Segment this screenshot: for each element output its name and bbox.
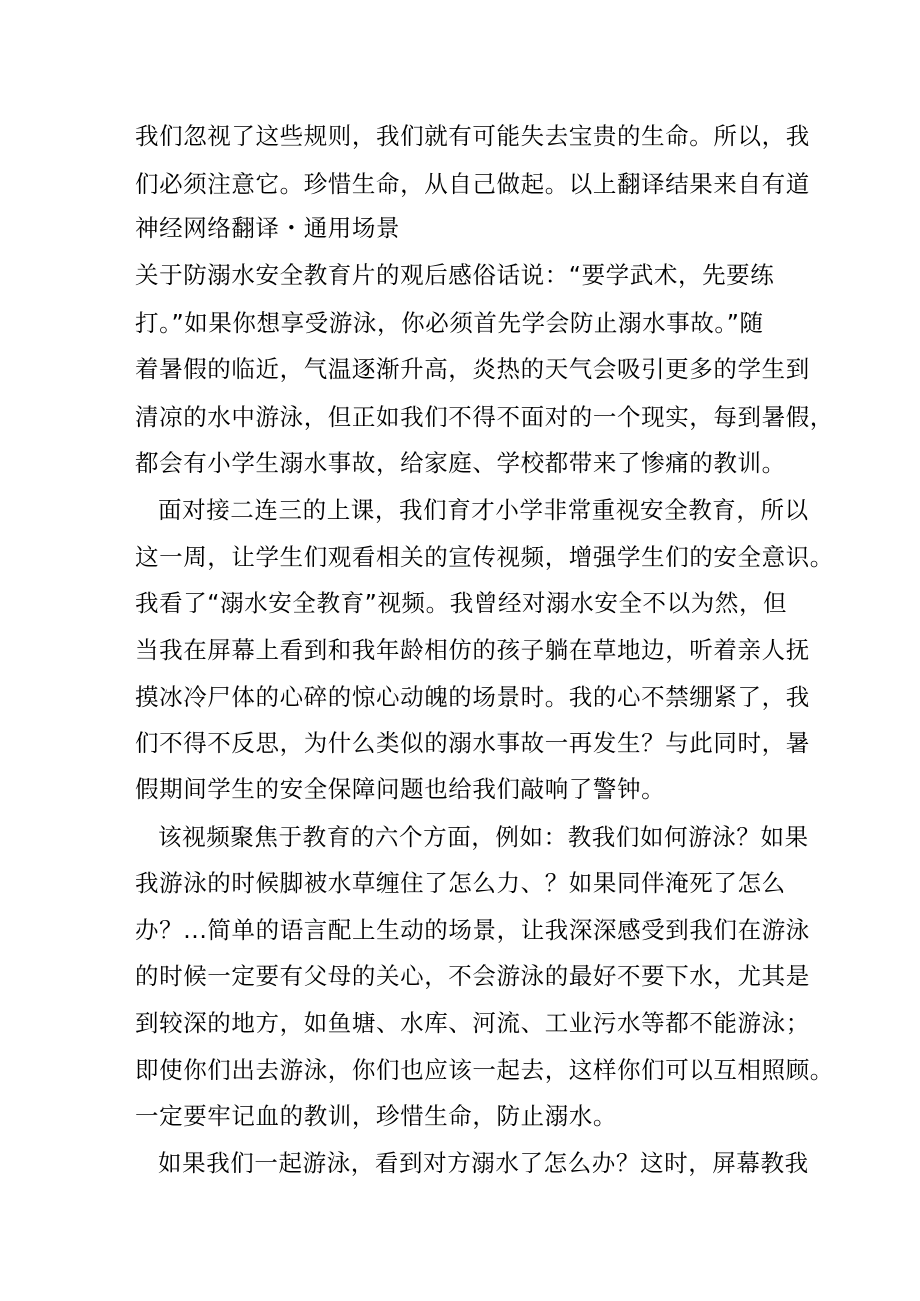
- text-line: 即使你们出去游泳，你们也应该一起去，这样你们可以互相照顾。: [135, 1056, 834, 1084]
- text-line: 该视频聚焦于教育的六个方面，例如：教我们如何游泳？如果: [158, 823, 809, 851]
- text-line: 面对接二连三的上课，我们育才小学非常重视安全教育，所以: [158, 496, 809, 524]
- text-line: 我们忽视了这些规则，我们就有可能失去宝贵的生命。所以，我: [135, 122, 810, 150]
- text-line: 着暑假的临近，气温逐渐升高，炎热的天气会吸引更多的学生到: [135, 355, 810, 383]
- text-line: 到较深的地方，如鱼塘、水库、河流、工业污水等都不能游泳；: [135, 1009, 810, 1037]
- text-line: 这一周，让学生们观看相关的宣传视频，增强学生们的安全意识。: [135, 543, 834, 571]
- text-line: 当我在屏幕上看到和我年龄相仿的孩子躺在草地边，听着亲人抚: [135, 636, 810, 664]
- text-line: 关于防溺水安全教育片的观后感俗话说：“要学武术，先要练: [135, 261, 775, 289]
- text-line: 神经网络翻译・通用场景: [135, 214, 401, 242]
- text-line: 打。”如果你想享受游泳，你必须首先学会防止溺水事故。”随: [135, 309, 764, 337]
- text-line: 都会有小学生溺水事故，给家庭、学校都带来了惨痛的教训。: [135, 449, 786, 477]
- text-line: 我游泳的时候脚被水草缠住了怎么力、？如果同伴淹死了怎么: [135, 869, 786, 897]
- text-line: 一定要牢记血的教训，珍惜生命，防止溺水。: [135, 1102, 617, 1130]
- text-line: 如果我们一起游泳，看到对方溺水了怎么办？这时，屏幕教我: [158, 1149, 809, 1177]
- text-line: 摸冰冷尸体的心碎的惊心动魄的场景时。我的心不禁绷紧了，我: [135, 683, 810, 711]
- text-line: 清凉的水中游泳，但正如我们不得不面对的一个现实，每到暑假，: [135, 403, 834, 431]
- text-line: 的时候一定要有父母的关心，不会游泳的最好不要下水，尤其是: [135, 962, 810, 990]
- text-line: 我看了“溺水安全教育”视频。我曾经对溺水安全不以为然，但: [135, 589, 788, 617]
- text-line: 假期间学生的安全保障问题也给我们敲响了警钟。: [135, 775, 666, 803]
- text-line: 们必须注意它。珍惜生命，从自己做起。以上翻译结果来自有道: [135, 170, 810, 198]
- text-line: 们不得不反思，为什么类似的溺水事故一再发生？与此同时，暑: [135, 729, 810, 757]
- text-line: 办？...简单的语言配上生动的场景，让我深深感受到我们在游泳: [135, 916, 810, 944]
